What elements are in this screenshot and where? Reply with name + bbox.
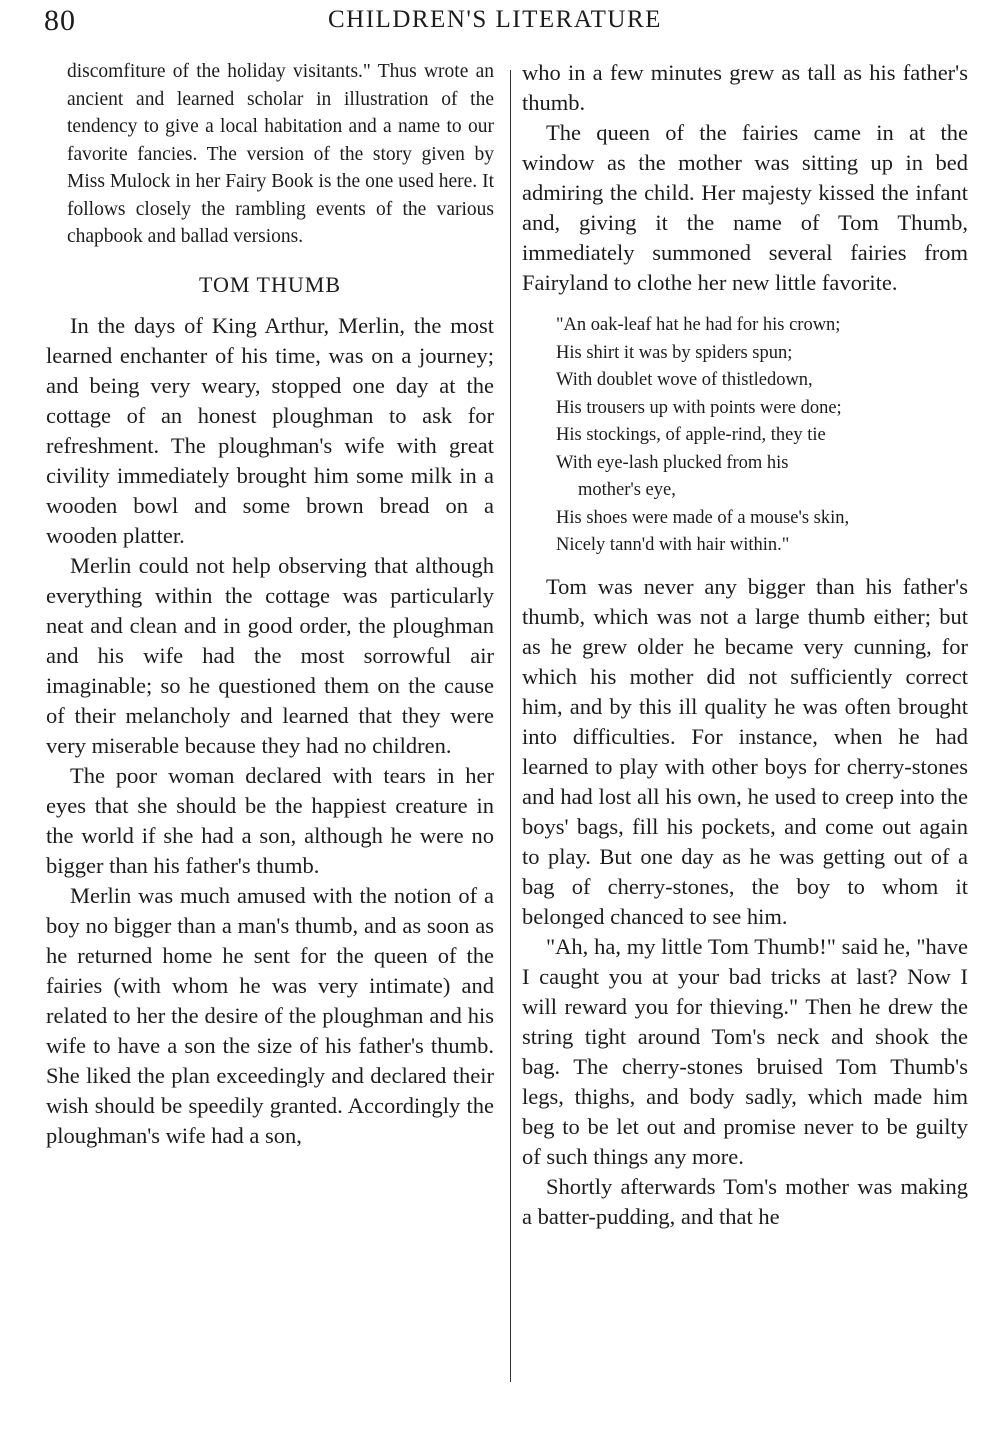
paragraph: who in a few minutes grew as tall as his father's thumb. (522, 60, 968, 115)
paragraph: The queen of the fairies came in at the window as the mother was sitting up in bed admiring the child. Her majesty kissed the infant and, giving it the name of Tom Thumb, immediately summoned several fairies from Fairyland to clothe her new little favorite. (522, 120, 968, 295)
left-column (46, 58, 494, 1151)
page-number: 80 (44, 4, 76, 37)
poem-line: With doublet wove of thistledown, (556, 370, 813, 390)
poem-line: His stockings, of apple-rind, they tie (556, 425, 826, 445)
paragraph: "Ah, ha, my little Tom Thumb!" said he, "have I caught you at your bad tricks at last? Now I will reward you for thieving." Then he drew the string tight around Tom's neck and shook the bag. The cherry-stones bruised Tom Thumb's legs, thighs, and body sadly, which made him beg to be let out and promise never to be guilty of such things any more. (522, 933, 968, 1169)
paragraph: Merlin was much amused with the notion of a boy no bigger than a man's thumb, and as soon as he returned home he sent for the queen of the fairies (with whom he was very intimate) and related to her the desire of the ploughman and his wife to have a son the size of his father's thumb. She liked the plan exceedingly and declared their wish should be speedily granted. Accordingly the ploughman's wife had a son, (46, 882, 494, 1148)
poem-line: "An oak-leaf hat he had for his crown; (556, 315, 841, 335)
intro-note: discomfiture of the holiday visitants." Thus wrote an ancient and learned scholar in illustration of the tendency to give a local habitation and a name to our favorite fancies. The version of the story given by Miss Mulock in her Fairy Book is the one used here. It follows closely the rambling events of the various chapbook and ballad versions. (67, 61, 494, 247)
paragraph: The poor woman declared with tears in her eyes that she should be the happiest creature in the world if she had a son, although he were no bigger than his father's thumb. (46, 762, 494, 878)
story-title: TOM THUMB (198, 271, 342, 297)
poem-line: Nicely tann'd with hair within." (556, 535, 790, 555)
running-title: CHILDREN'S LITERATURE (328, 6, 662, 33)
poem-line: His shirt it was by spiders spun; (556, 342, 793, 363)
poem-line: His trousers up with points were done; (556, 397, 842, 418)
right-column (522, 58, 968, 1232)
column-divider (510, 70, 511, 1382)
poem-line: His shoes were made of a mouse's skin, (556, 507, 850, 528)
paragraph: Merlin could not help observing that although everything within the cottage was particularly neat and clean and in good order, the ploughman and his wife had the most sorrowful air imaginable; so he questioned them on the cause of their melancholy and learned that they were very miserable because they had no children. (46, 552, 494, 758)
paragraph: Tom was never any bigger than his father's thumb, which was not a large thumb either; but as he grew older he became very cunning, for which his mother did not sufficiently correct him, and by this ill quality he was often brought into difficulties. For instance, when he had learned to play with other boys for cherry-stones and had lost all his own, he used to creep into the boys' bags, fill his pockets, and come out again to play. But one day as he was getting out of a bag of cherry-stones, the boy to whom it belonged chanced to see him. (522, 573, 968, 929)
poem-line: With eye-lash plucked from his (556, 452, 789, 473)
page-header (0, 0, 1000, 50)
poem (556, 312, 968, 560)
poem-line: mother's eye, (578, 480, 676, 500)
paragraph: Shortly afterwards Tom's mother was making a batter-pudding, and that he (522, 1173, 968, 1229)
paragraph: In the days of King Arthur, Merlin, the most learned enchanter of his time, was on a journey; and being very weary, stopped one day at the cottage of an honest ploughman to ask for refreshment. The ploughman's wife with great civility immediately brought him some milk in a wooden bowl and some brown bread on a wooden platter. (46, 312, 494, 548)
